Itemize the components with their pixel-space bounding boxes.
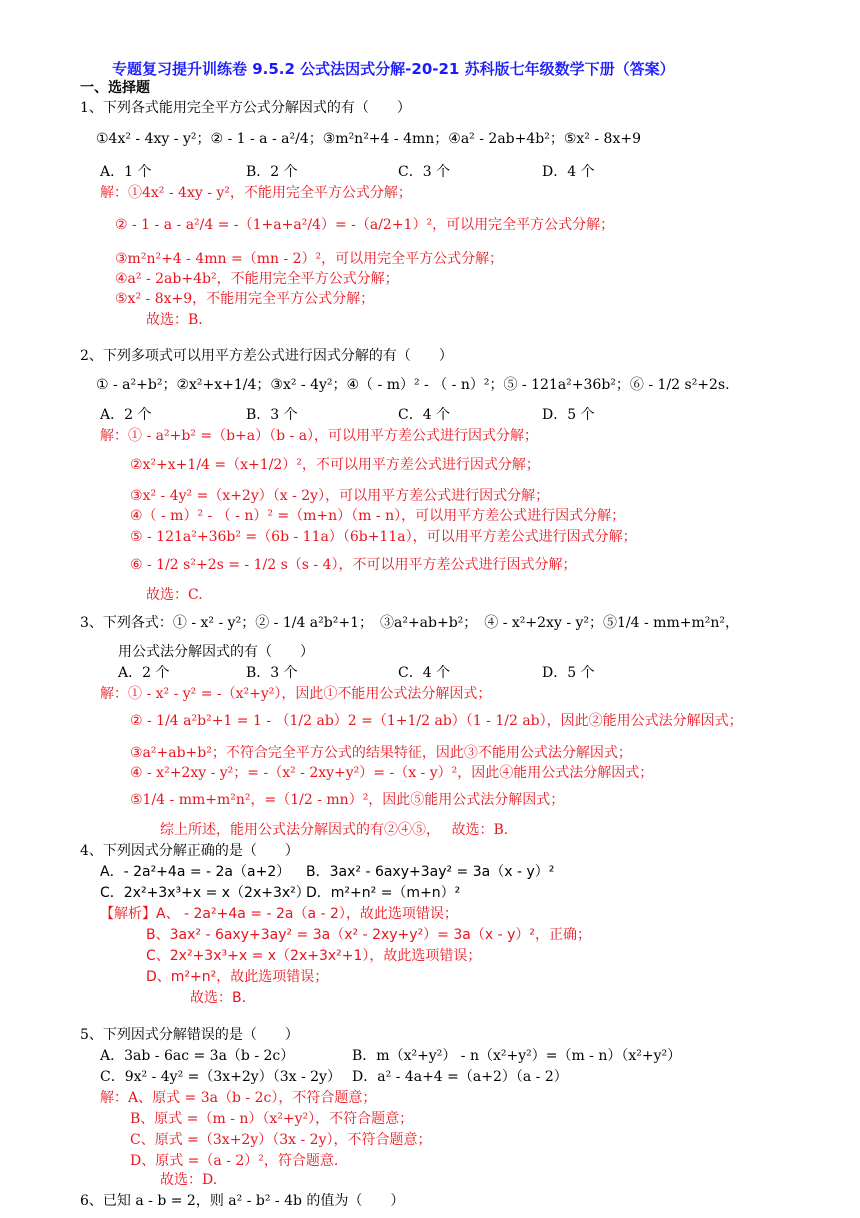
- q1-solution-line: ③m²n²+4 - 4mn =（mn - 2）²，可以用完全平方公式分解；: [115, 251, 504, 267]
- q5-stem: 5、下列因式分解错误的是（ ）: [80, 1027, 299, 1043]
- q4-option-d: D．m²+n² =（m+n）²: [306, 885, 461, 901]
- q2-solution-line: ③x² - 4y² =（x+2y）（x - 2y），可以用平方差公式进行因式分解；: [130, 488, 550, 504]
- q1-option-a: A．1 个: [100, 164, 152, 180]
- q1-solution-line: ② - 1 - a - a²/4 = -（1+a+a²/4）= -（a/2+1）²，可以用完全平方公式分解；: [115, 217, 615, 233]
- section-heading: 一、选择题: [80, 80, 150, 96]
- q5-solution-line: C、原式 =（3x+2y）（3x - 2y），不符合题意；: [130, 1132, 432, 1148]
- q1-answer: 故选：B.: [146, 312, 203, 328]
- q3-stem: 3、下列各式：① - x² - y²；② - 1/4 a²b²+1； ③a²+ab+b²； ④ - x²+2xy - y²；⑤1/4 - mm+m²n²，: [80, 615, 739, 631]
- q6-stem: 6、已知 a - b = 2，则 a² - b² - 4b 的值为（ ）: [80, 1193, 405, 1209]
- q5-solution-line: D、原式 =（a - 2）²，符合题意.: [130, 1153, 339, 1169]
- q1-option-c: C．3 个: [398, 164, 451, 180]
- q3-option-d: D．5 个: [542, 665, 595, 681]
- q2-items: ① - a²+b²；②x²+x+1/4；③x² - 4y²；④（ - m）² - （ - n）²；⑤ - 121a²+36b²；⑥ - 1/2 s²+2s.: [96, 377, 730, 393]
- q1-solution-line: ④a² - 2ab+4b²，不能用完全平方公式分解；: [115, 271, 399, 287]
- q5-option-c: C．9x² - 4y² =（3x+2y）（3x - 2y）: [100, 1069, 341, 1085]
- q3-option-a: A．2 个: [118, 665, 170, 681]
- q3-stem-continued: 用公式法分解因式的有（ ）: [118, 644, 314, 660]
- q3-option-b: B．3 个: [246, 665, 298, 681]
- q2-option-a: A．2 个: [100, 407, 152, 423]
- q4-solution-line: 【解析】A、 - 2a²+4a = - 2a（a - 2），故此选项错误；: [100, 906, 458, 922]
- q3-option-c: C．4 个: [398, 665, 451, 681]
- q2-option-c: C．4 个: [398, 407, 451, 423]
- q2-stem: 2、下列多项式可以用平方差公式进行因式分解的有（ ）: [80, 348, 453, 364]
- q4-stem: 4、下列因式分解正确的是（ ）: [80, 843, 299, 859]
- q4-solution-line: B、3ax² - 6axy+3ay² = 3a（x² - 2xy+y²）= 3a（x - y）²，正确；: [146, 927, 591, 943]
- q5-option-d: D．a² - 4a+4 =（a+2）（a - 2）: [352, 1069, 568, 1085]
- q2-answer: 故选：C.: [146, 587, 203, 603]
- q3-solution-line: 解：① - x² - y² = -（x²+y²），因此①不能用公式法分解因式；: [100, 686, 492, 702]
- q4-solution-line: C、2x²+3x³+x = x（2x+3x²+1），故此选项错误；: [146, 948, 482, 964]
- q5-answer: 故选：D.: [160, 1172, 218, 1188]
- q5-solution-line: B、原式 =（m - n）（x²+y²），不符合题意；: [130, 1111, 414, 1127]
- q3-solution-line: ④ - x²+2xy - y²；= -（x² - 2xy+y²）= -（x - y）²，因此④能用公式法分解因式；: [130, 765, 654, 781]
- q1-solution-line: 解：①4x² - 4xy - y²，不能用完全平方公式分解；: [100, 185, 412, 201]
- q3-solution-line: ⑤1/4 - mm+m²n²，=（1/2 - mn）²，因此⑤能用公式法分解因式；: [130, 792, 565, 808]
- q2-solution-line: ②x²+x+1/4 =（x+1/2）²，不可以用平方差公式进行因式分解；: [130, 457, 540, 473]
- q5-option-a: A．3ab - 6ac = 3a（b - 2c）: [100, 1048, 295, 1064]
- page-title: 专题复习提升训练卷 9.5.2 公式法因式分解-20-21 苏科版七年级数学下册（答案）: [112, 60, 675, 78]
- q1-option-b: B．2 个: [246, 164, 298, 180]
- q2-solution-line: ④（ - m）² - （ - n）² =（m+n）（m - n），可以用平方差公式进行因式分解；: [130, 508, 626, 524]
- q1-items: ①4x² - 4xy - y²；② - 1 - a - a²/4；③m²n²+4 - 4mn；④a² - 2ab+4b²；⑤x² - 8x+9: [96, 131, 641, 147]
- q1-solution-line: ⑤x² - 8x+9，不能用完全平方公式分解；: [115, 291, 375, 307]
- q4-option-b: B．3ax² - 6axy+3ay² = 3a（x - y）²: [306, 864, 555, 880]
- q5-solution-line: 解：A、原式 = 3a（b - 2c），不符合题意；: [100, 1090, 377, 1106]
- q1-stem: 1、下列各式能用完全平方公式分解因式的有（ ）: [80, 100, 411, 116]
- q2-option-b: B．3 个: [246, 407, 298, 423]
- q2-solution-line: ⑤ - 121a²+36b² =（6b - 11a）（6b+11a），可以用平方差公式进行因式分解；: [130, 529, 637, 545]
- q4-answer: 故选：B.: [190, 990, 247, 1006]
- q1-option-d: D．4 个: [542, 164, 595, 180]
- q3-answer: 综上所述，能用公式法分解因式的有②④⑤， 故选：B.: [160, 822, 509, 838]
- q4-solution-line: D、m²+n²，故此选项错误；: [146, 969, 329, 985]
- q2-solution-line: 解：① - a²+b² =（b+a）（b - a），可以用平方差公式进行因式分解；: [100, 428, 539, 444]
- q2-option-d: D．5 个: [542, 407, 595, 423]
- q2-solution-line: ⑥ - 1/2 s²+2s = - 1/2 s（s - 4），不可以用平方差公式进行因式分解；: [130, 557, 577, 573]
- q5-option-b: B．m（x²+y²） - n（x²+y²）=（m - n）（x²+y²）: [352, 1048, 682, 1064]
- q4-option-a: A．- 2a²+4a = - 2a（a+2）: [100, 864, 291, 880]
- q3-solution-line: ③a²+ab+b²；不符合完全平方公式的结果特征，因此③不能用公式法分解因式；: [130, 745, 632, 761]
- q3-solution-line: ② - 1/4 a²b²+1 = 1 - （1/2 ab）2 =（1+1/2 ab）（1 - 1/2 ab），因此②能用公式法分解因式；: [130, 713, 743, 729]
- q4-option-c: C．2x²+3x³+x = x（2x+3x²）: [100, 885, 310, 901]
